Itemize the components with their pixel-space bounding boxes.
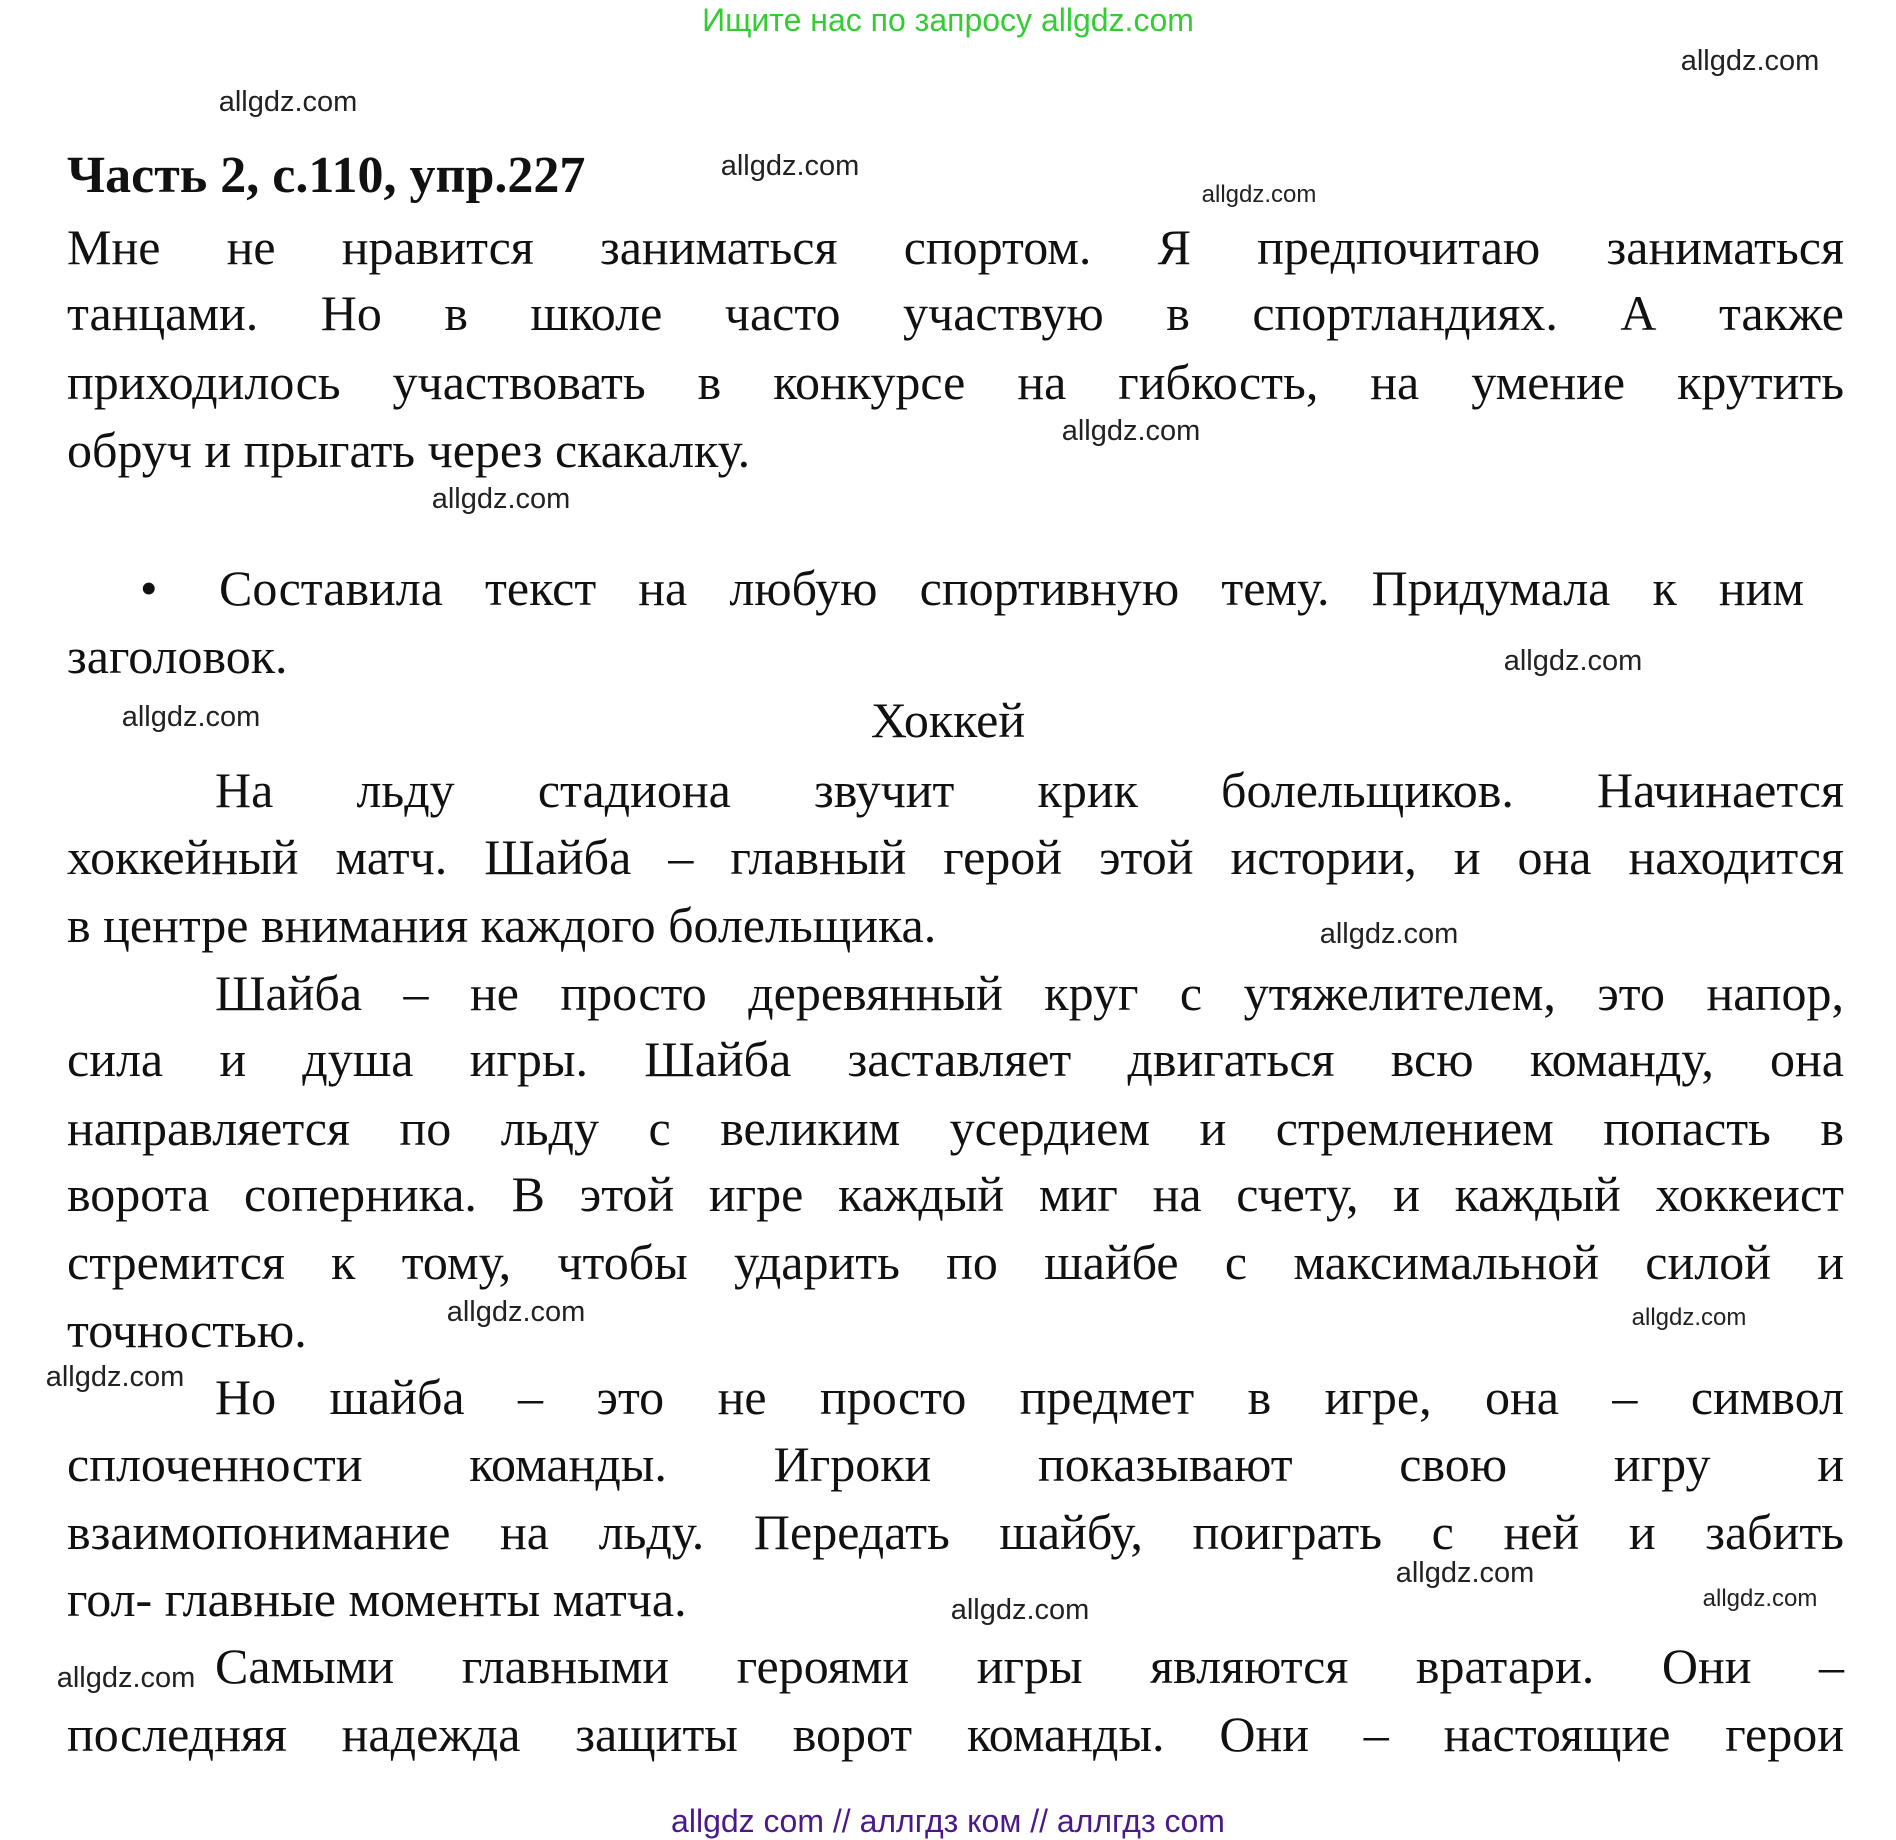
footer-banner: allgdz com // аллгдз ком // аллгдз com — [671, 1803, 1225, 1839]
watermark: allgdz.com — [950, 1594, 1090, 1626]
watermark: allgdz.com — [1503, 645, 1643, 677]
intro-line: обруч и прыгать через скакалку. — [67, 422, 751, 478]
task-line: заголовок. — [67, 628, 288, 684]
watermark: allgdz.com — [121, 701, 261, 733]
watermark: allgdz.com — [1702, 1585, 1818, 1612]
watermark: allgdz.com — [218, 86, 358, 118]
story-title: Хоккей — [870, 692, 1026, 748]
watermark: allgdz.com — [1319, 918, 1459, 950]
task-line: Составила текст на любую спортивную тему. Придумала к ним — [219, 560, 1804, 616]
story-line: гол- главные моменты матча. — [67, 1571, 687, 1627]
story-line: Шайба – не просто деревянный круг с утяжелителем, это напор, — [215, 965, 1844, 1021]
watermark: allgdz.com — [1680, 45, 1820, 77]
bullet-icon: • — [140, 560, 158, 616]
watermark: allgdz.com — [720, 150, 860, 182]
watermark: allgdz.com — [431, 483, 571, 515]
story-line: На льду стадиона звучит крик болельщиков. Начинается — [215, 762, 1844, 818]
story-line: ворота соперника. В этой игре каждый миг на счету, и каждый хоккеист — [67, 1166, 1844, 1222]
watermark: allgdz.com — [1395, 1557, 1535, 1589]
story-line: направляется по льду с великим усердием и стремлением попасть в — [67, 1100, 1844, 1156]
story-line: Но шайба – это не просто предмет в игре, она – символ — [215, 1369, 1844, 1425]
top-banner: Ищите нас по запросу allgdz.com — [702, 2, 1194, 38]
watermark: allgdz.com — [1201, 181, 1317, 208]
watermark: allgdz.com — [446, 1296, 586, 1328]
watermark: allgdz.com — [45, 1361, 185, 1393]
story-line: Самыми главными героями игры являются вратари. Они – — [215, 1638, 1844, 1694]
story-line: взаимопонимание на льду. Передать шайбу, поиграть с ней и забить — [67, 1504, 1844, 1560]
story-line: в центре внимания каждого болельщика. — [67, 897, 937, 953]
watermark: allgdz.com — [1061, 415, 1201, 447]
watermark: allgdz.com — [1631, 1304, 1747, 1331]
story-line: сила и душа игры. Шайба заставляет двигаться всю команду, она — [67, 1031, 1844, 1087]
intro-line: приходилось участвовать в конкурсе на гибкость, на умение крутить — [67, 354, 1844, 410]
story-line: точностью. — [67, 1302, 307, 1358]
page-heading: Часть 2, с.110, упр.227 — [67, 147, 586, 204]
story-line: стремится к тому, чтобы ударить по шайбе с максимальной силой и — [67, 1234, 1844, 1290]
story-line: хоккейный матч. Шайба – главный герой этой истории, и она находится — [67, 829, 1844, 885]
intro-line: Мне не нравится заниматься спортом. Я предпочитаю заниматься — [67, 219, 1844, 275]
intro-line: танцами. Но в школе часто участвую в спортландиях. А также — [67, 285, 1844, 341]
watermark: allgdz.com — [56, 1662, 196, 1694]
story-line: последняя надежда защиты ворот команды. Они – настоящие герои — [67, 1706, 1844, 1762]
story-line: сплоченности команды. Игроки показывают свою игру и — [67, 1436, 1844, 1492]
